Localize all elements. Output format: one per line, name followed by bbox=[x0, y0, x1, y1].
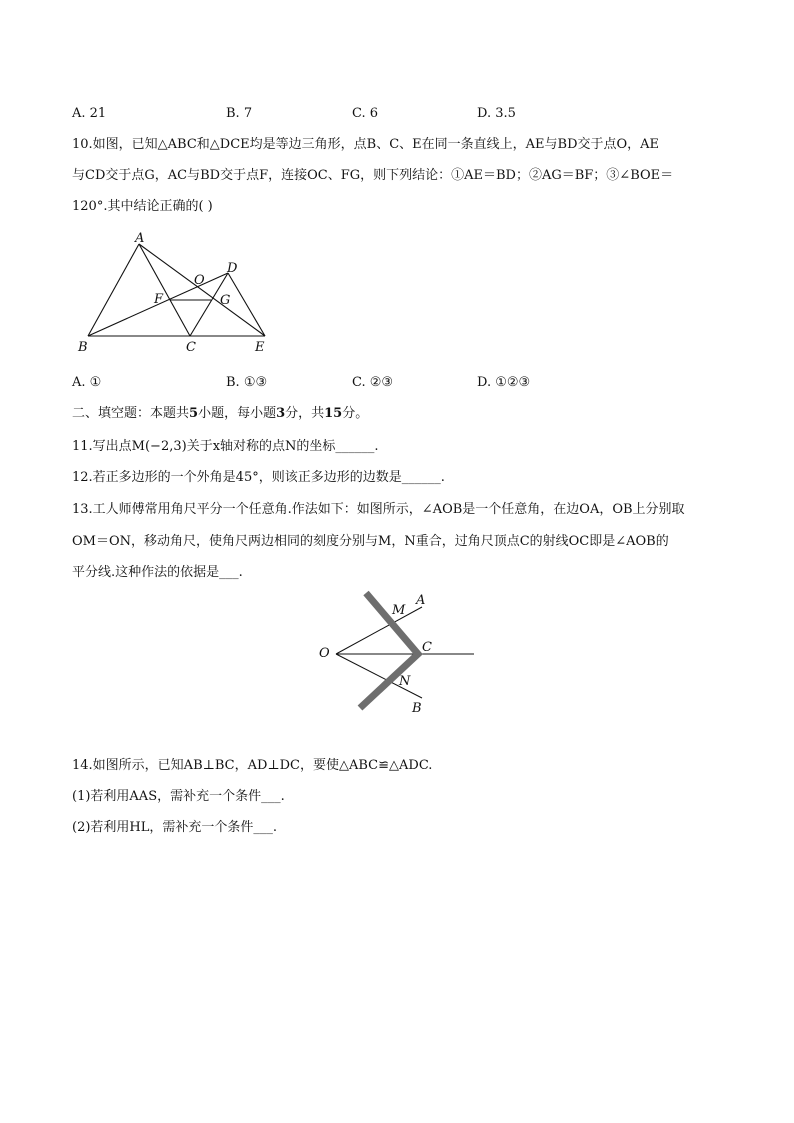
q10-option-b: B. ①③ bbox=[226, 375, 268, 390]
q13-label-b: B bbox=[412, 701, 422, 716]
q10-figure bbox=[72, 230, 272, 355]
q10-label-a: A bbox=[135, 231, 145, 246]
q10-figure-lines bbox=[88, 244, 265, 336]
q14-text-line2: (1)若利用AAS，需补充一个条件___. bbox=[72, 789, 285, 804]
q10-label-o: O bbox=[194, 273, 205, 288]
section-heading bbox=[72, 405, 368, 423]
q10-label-e: E bbox=[255, 340, 265, 355]
q13-label-c: C bbox=[422, 640, 432, 655]
q10-label-c: C bbox=[186, 340, 196, 355]
q10-label-g: G bbox=[220, 293, 231, 308]
section-heading-question-count: 5 bbox=[189, 406, 199, 421]
q9-option-d: D. 3.5 bbox=[477, 106, 516, 121]
q13-text-line3: 平分线.这种作法的依据是___. bbox=[72, 565, 243, 580]
q10-text-line2: 与CD交于点G，AC与BD交于点F，连接OC、FG，则下列结论：①AE＝BD；②AG＝BF；③∠BOE＝ bbox=[72, 168, 674, 183]
q13-figure bbox=[318, 590, 478, 715]
q13-text-line1: 13.工人师傅常用角尺平分一个任意角.作法如下：如图所示，∠AOB是一个任意角，在边OA，OB上分别取 bbox=[72, 502, 685, 517]
section-heading-part-c: 分，共 bbox=[285, 406, 325, 421]
q10-text-line1: 10.如图，已知△ABC和△DCE均是等边三角形，点B、C、E在同一条直线上，AE与BD交于点O，AE bbox=[72, 137, 660, 152]
q9-option-c: C. 6 bbox=[352, 106, 379, 121]
carpenter-square bbox=[360, 593, 418, 708]
q10-label-f: F bbox=[154, 292, 164, 307]
q14-text-line1: 14.如图所示，已知AB⊥BC，AD⊥DC，要使△ABC≌△ADC. bbox=[72, 758, 433, 773]
q10-label-d: D bbox=[227, 261, 238, 276]
q10-text-line3: 120°.其中结论正确的( ) bbox=[72, 199, 213, 214]
q12-text: 12.若正多边形的一个外角是45°，则该正多边形的边数是______. bbox=[72, 470, 445, 485]
section-heading-part-a: 二、填空题：本题共 bbox=[72, 406, 190, 421]
q14-text-line3: (2)若利用HL，需补充一个条件___. bbox=[72, 820, 278, 835]
q10-label-b: B bbox=[78, 340, 88, 355]
q9-option-a: A. 21 bbox=[72, 106, 107, 121]
q13-label-o: O bbox=[319, 646, 330, 661]
q13-label-n: N bbox=[399, 674, 411, 689]
q10-option-d: D. ①②③ bbox=[477, 375, 531, 390]
section-heading-part-d: 分。 bbox=[342, 406, 369, 421]
q10-option-a: A. ① bbox=[72, 375, 102, 390]
q13-label-m: M bbox=[392, 603, 406, 618]
q9-option-b: B. 7 bbox=[226, 106, 253, 121]
q13-label-a: A bbox=[416, 593, 426, 608]
q13-text-line2: OM＝ON，移动角尺，使角尺两边相同的刻度分别与M，N重合，过角尺顶点C的射线OC即是∠AOB的 bbox=[72, 534, 669, 549]
section-heading-points-each: 3 bbox=[276, 406, 286, 421]
section-heading-total-points: 15 bbox=[324, 406, 343, 421]
section-heading-part-b: 小题，每小题 bbox=[198, 406, 277, 421]
q10-option-c: C. ②③ bbox=[352, 375, 394, 390]
q11-text: 11.写出点M(−2,3)关于x轴对称的点N的坐标______. bbox=[72, 439, 379, 454]
